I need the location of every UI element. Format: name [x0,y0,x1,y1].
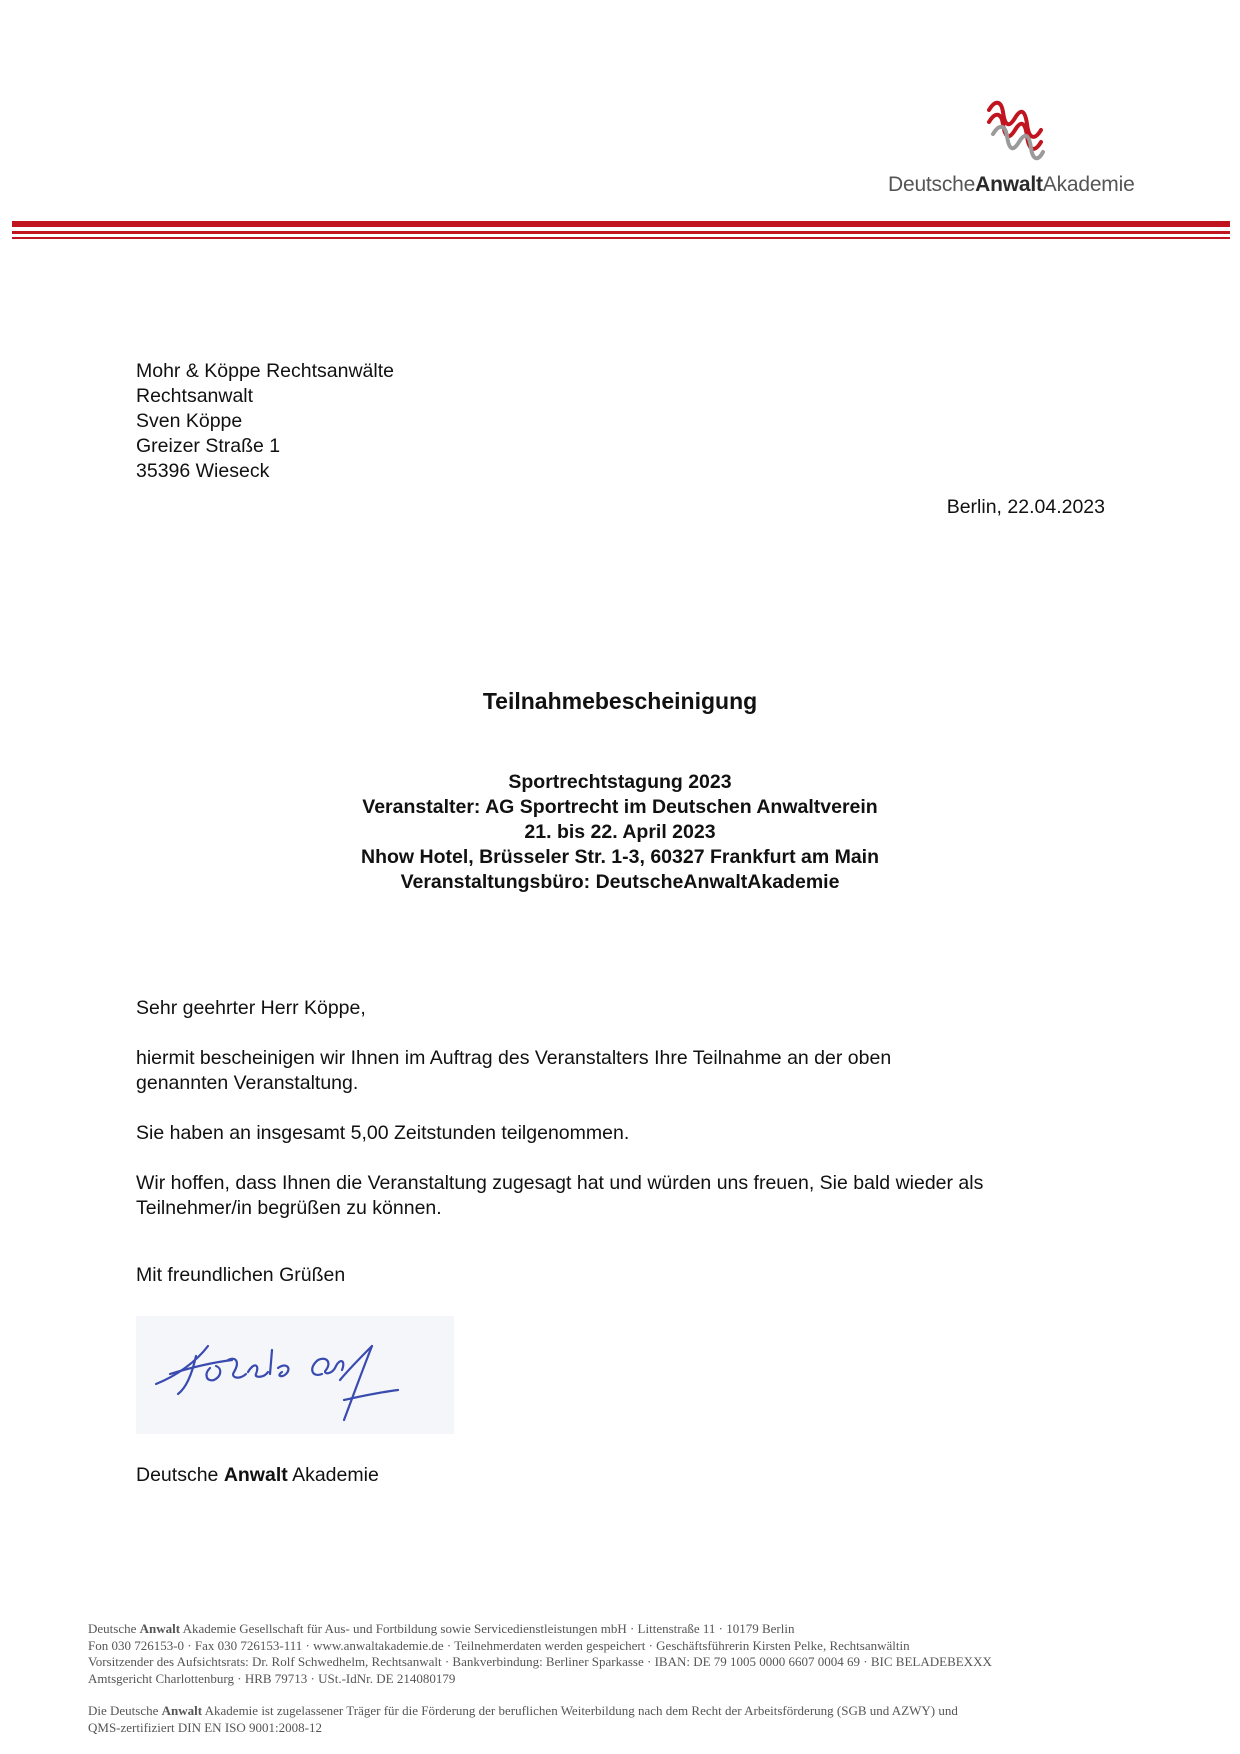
address-line: Greizer Straße 1 [136,435,281,457]
header-rule-bottom [12,237,1230,239]
salutation: Sehr geehrter Herr Köppe, [136,997,366,1019]
event-venue: Nhow Hotel, Brüsseler Str. 1-3, 60327 Frankfurt am Main [361,846,879,868]
paragraph-confirmation [136,1046,1116,1096]
header-rule-top [12,221,1230,227]
address-line: Rechtsanwalt [136,385,254,407]
address-line: 35396 Wieseck [136,460,270,482]
footer-company-info [88,1621,1148,1687]
document-title: Teilnahmebescheinigung [482,688,758,714]
footer-line: Amtsgericht Charlottenburg · HRB 79713 · USt.-IdNr. DE 214080179 [88,1670,456,1686]
paragraph-hours: Sie haben an insgesamt 5,00 Zeitstunden teilgenommen. [136,1122,630,1144]
paragraph-line: Wir hoffen, dass Ihnen die Veranstaltung zugesagt hat und würden uns freuen, Sie bald wieder als [136,1172,984,1194]
logo-mark-icon [985,96,1047,164]
address-line: Mohr & Köppe Rechtsanwälte [136,360,394,382]
footer-line: Die Deutsche Anwalt Akademie ist zugelassener Träger für die Förderung der beruflichen Weiterbildung nach dem Recht der Arbeitsförderung (SGB und AZWY) und [88,1703,958,1718]
footer-line: Deutsche Anwalt Akademie Gesellschaft für Aus- und Fortbildung sowie Servicedienstleistungen mbH · Littenstraße 11 · 10179 Berlin [88,1621,795,1636]
recipient-address [136,359,394,484]
paragraph-line: hiermit bescheinigen wir Ihnen im Auftrag des Veranstalters Ihre Teilnahme an der oben [136,1047,892,1069]
footer-line: QMS-zertifiziert DIN EN ISO 9001:2008-12 [88,1719,322,1735]
event-dates: 21. bis 22. April 2023 [524,821,716,843]
event-office: Veranstaltungsbüro: DeutscheAnwaltAkademie [400,871,840,893]
footer-line: Vorsitzender des Aufsichtsrats: Dr. Rolf Schwedhelm, Rechtsanwalt · Bankverbindung: Berliner Sparkasse · IBAN: DE 79 1005 0000 6607 0004 69 · BIC BELADEBEXXX [88,1654,992,1669]
header-rule-middle [12,231,1230,234]
closing: Mit freundlichen Grüßen [136,1264,346,1286]
letter-date: Berlin, 22.04.2023 [946,496,1105,518]
paragraph-line: Teilnehmer/in begrüßen zu können. [136,1197,442,1219]
paragraph-wishes [136,1171,1116,1221]
address-line: Sven Köppe [136,410,243,432]
footer-line: Fon 030 726153-0 · Fax 030 726153-111 · www.anwaltakademie.de · Teilnehmerdaten werden gespeichert · Geschäftsführerin Kirsten Pelke, Rechtsanwältin [88,1637,910,1653]
logo-wordmark: DeutscheAnwaltAkademie [888,173,1135,196]
paragraph-line: genannten Veranstaltung. [136,1072,359,1094]
event-organizer: Veranstalter: AG Sportrecht im Deutschen Anwaltverein [362,796,878,818]
footer-certification [88,1703,1148,1736]
signature-name: Deutsche Anwalt Akademie [136,1464,379,1486]
signature-image [136,1316,454,1434]
event-details [0,770,1240,895]
event-name: Sportrechtstagung 2023 [508,771,732,793]
